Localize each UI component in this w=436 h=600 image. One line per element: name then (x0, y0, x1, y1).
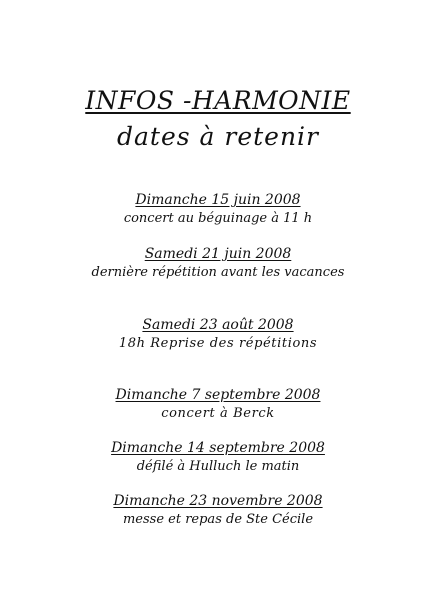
event-item (0, 492, 436, 529)
event-description: dernière répétition avant les vacances (91, 265, 345, 280)
event-date: Dimanche 7 septembre 2008 (115, 387, 321, 403)
page-subtitle: dates à retenir (116, 122, 319, 151)
event-item (0, 386, 436, 423)
event-description: messe et repas de Ste Cécile (122, 512, 314, 527)
event-item (0, 245, 436, 282)
event-date: Samedi 21 juin 2008 (144, 246, 292, 262)
event-description: concert au béguinage à 11 h (123, 211, 313, 226)
event-date: Samedi 23 août 2008 (142, 317, 294, 333)
page-title: INFOS -HARMONIE (85, 86, 351, 115)
event-item (0, 439, 436, 476)
event-item (0, 316, 436, 353)
event-description: défilé à Hulluch le matin (136, 459, 300, 474)
event-description: concert à Berck (161, 406, 275, 421)
event-date: Dimanche 14 septembre 2008 (111, 440, 325, 456)
event-date: Dimanche 23 novembre 2008 (113, 493, 323, 509)
event-date: Dimanche 15 juin 2008 (135, 192, 301, 208)
event-description: 18h Reprise des répétitions (118, 336, 318, 351)
event-item (0, 191, 436, 228)
